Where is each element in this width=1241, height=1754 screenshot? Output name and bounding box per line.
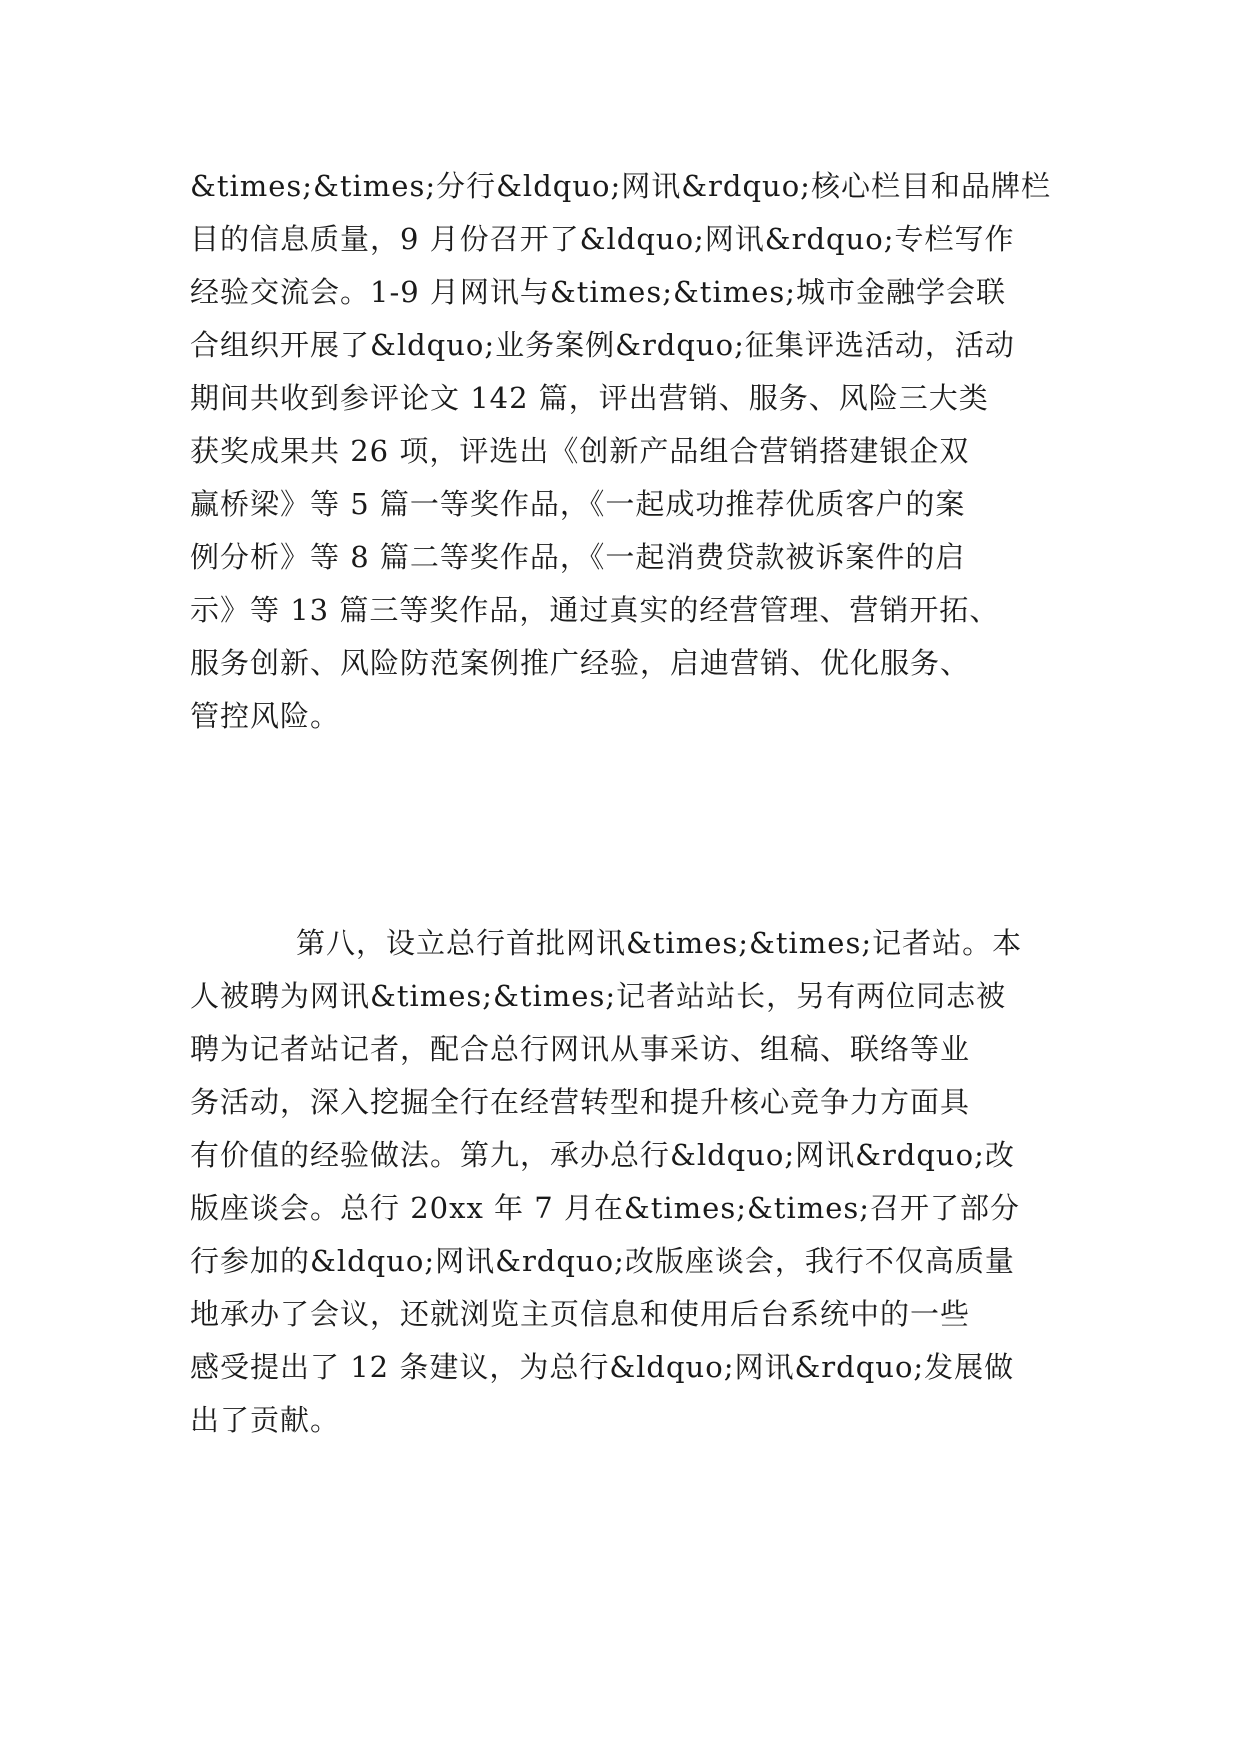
paragraph-1-line-5: 期间共收到参评论文 142 篇，评出营销、服务、风险三大类	[190, 381, 989, 415]
paragraph-2-line-10: 出了贡献。	[190, 1403, 341, 1437]
paragraph-1-line-3: 经验交流会。1-9 月网讯与&times;&times;城市金融学会联	[190, 275, 1007, 309]
paragraph-1-line-8: 例分析》等 8 篇二等奖作品，《一起消费贷款被诉案件的启	[190, 540, 966, 574]
paragraph-2-line-6: 版座谈会。总行 20xx 年 7 月在&times;&times;召开了部分	[190, 1191, 1021, 1225]
paragraph-2-line-5: 有价值的经验做法。第九，承办总行&ldquo;网讯&rdquo;改	[190, 1138, 1015, 1172]
paragraph-2-line-4: 务活动，深入挖掘全行在经营转型和提升核心竞争力方面具	[190, 1085, 971, 1119]
paragraph-1-line-11: 管控风险。	[190, 699, 341, 733]
paragraph-1-line-4: 合组织开展了&ldquo;业务案例&rdquo;征集评选活动，活动	[190, 328, 1015, 362]
paragraph-1-line-9: 示》等 13 篇三等奖作品，通过真实的经营管理、营销开拓、	[190, 593, 1000, 627]
paragraph-2-line-7: 行参加的&ldquo;网讯&rdquo;改版座谈会，我行不仅高质量	[190, 1244, 1015, 1278]
paragraph-2-line-3: 聘为记者站记者，配合总行网讯从事采访、组稿、联络等业	[190, 1032, 971, 1066]
paragraph-2-line-9: 感受提出了 12 条建议，为总行&ldquo;网讯&rdquo;发展做	[190, 1350, 1015, 1384]
paragraph-2-line-8: 地承办了会议，还就浏览主页信息和使用后台系统中的一些	[190, 1297, 971, 1331]
paragraph-1-line-7: 赢桥梁》等 5 篇一等奖作品，《一起成功推荐优质客户的案	[190, 487, 966, 521]
paragraph-2-line-2: 人被聘为网讯&times;&times;记者站站长，另有两位同志被	[190, 979, 1007, 1013]
paragraph-2-line-1: 第八，设立总行首批网讯&times;&times;记者站。本	[296, 926, 1023, 960]
paragraph-1-line-2: 目的信息质量，9 月份召开了&ldquo;网讯&rdquo;专栏写作	[190, 222, 1015, 256]
paragraph-1-line-1: &times;&times;分行&ldquo;网讯&rdquo;核心栏目和品牌栏	[190, 169, 1051, 203]
paragraph-1-line-6: 获奖成果共 26 项，评选出《创新产品组合营销搭建银企双	[190, 434, 970, 468]
paragraph-1-line-10: 服务创新、风险防范案例推广经验，启迪营销、优化服务、	[190, 646, 971, 680]
